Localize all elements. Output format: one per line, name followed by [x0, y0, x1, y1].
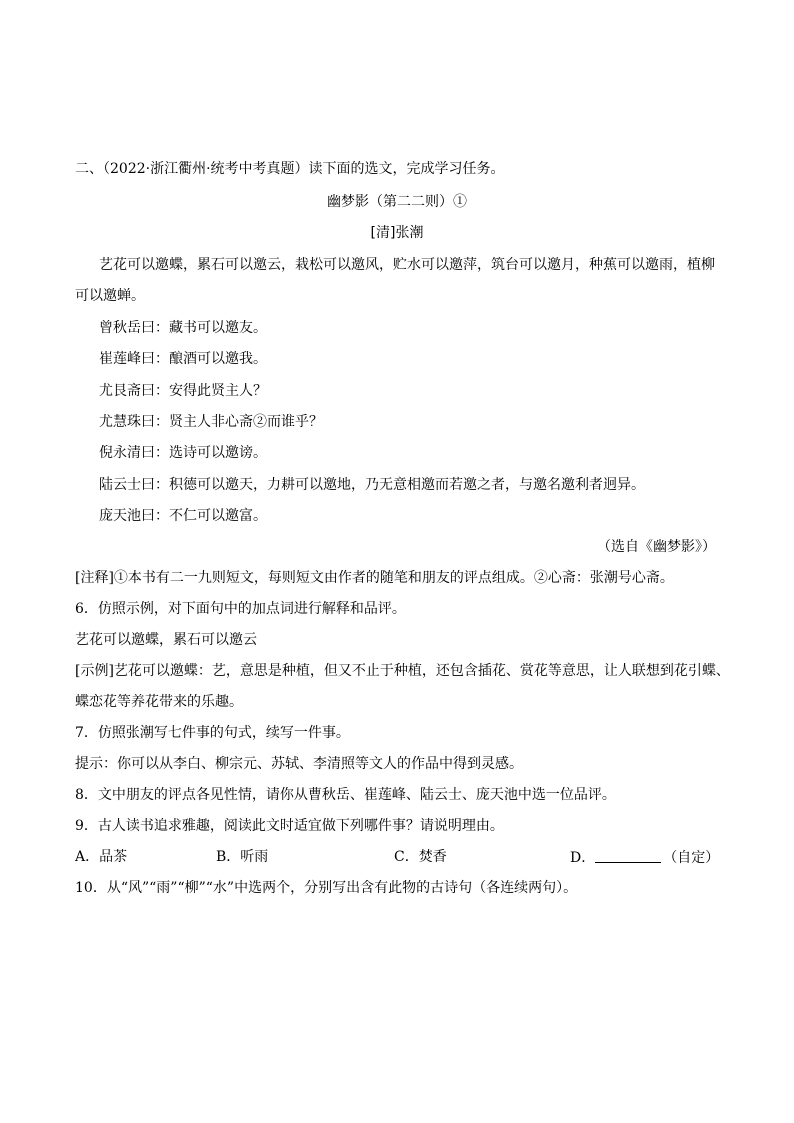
comment-line: 陆云士曰：积德可以邀天，力耕可以邀地，乃无意相邀而若邀之者，与邀名邀利者迥异。 — [99, 477, 645, 493]
passage-paragraph-line-2: 可以邀蝉。 — [75, 288, 145, 304]
comment-line: 庞天池曰：不仁可以邀富。 — [99, 508, 267, 524]
question-7-hint: 提示：你可以从李白、柳宗元、苏轼、李清照等文人的作品中得到灵感。 — [75, 756, 523, 772]
annotation-note: [注释]①本书有二一九则短文，每则短文由作者的随笔和朋友的评点组成。②心斋：张潮号心斋。 — [75, 570, 674, 586]
question-6-sentence: 艺花可以邀蝶，累石可以邀云 — [75, 632, 257, 648]
option-d-label: D． — [570, 850, 596, 866]
option-c: C．焚香 — [394, 849, 447, 865]
section-header: 二、（2022·浙江衢州·统考中考真题）读下面的选文，完成学习任务。 — [75, 161, 505, 177]
passage-paragraph-line-1: 艺花可以邀蝶，累石可以邀云，栽松可以邀风，贮水可以邀萍，筑台可以邀月，种蕉可以邀雨，植柳 — [99, 257, 715, 273]
question-9-prompt: 9．古人读书追求雅趣，阅读此文时适宜做下列哪件事？请说明理由。 — [75, 818, 504, 834]
option-b: B．听雨 — [216, 849, 269, 865]
comment-line: 尤艮斋曰：安得此贤主人？ — [99, 383, 267, 399]
option-d-blank — [595, 850, 661, 863]
comment-line: 曾秋岳曰：藏书可以邀友。 — [99, 320, 267, 336]
passage-source: （选自《幽梦影》） — [597, 539, 716, 555]
question-6-example-line-1: [示例]艺花可以邀蝶：艺，意思是种植，但又不止于种植，还包含插花、赏花等意思，让人联想到花引蝶、 — [75, 663, 730, 679]
question-6-prompt: 6．仿照示例，对下面句中的加点词进行解释和品评。 — [75, 601, 406, 617]
comment-line: 崔莲峰曰：酿酒可以邀我。 — [99, 351, 267, 367]
question-9-options — [75, 850, 725, 866]
comment-line: 倪永清曰：选诗可以邀谤。 — [99, 445, 267, 461]
question-6-example-line-2: 蝶恋花等养花带来的乐趣。 — [75, 694, 243, 710]
passage-title: 幽梦影（第二二则）① — [327, 194, 467, 210]
option-d — [570, 850, 719, 865]
question-7-prompt: 7．仿照张潮写七件事的句式，续写一件事。 — [75, 725, 350, 741]
comment-line: 尤慧珠曰：贤主人非心斋②而谁乎？ — [99, 414, 323, 430]
option-a: A．品茶 — [75, 849, 128, 865]
question-8-prompt: 8．文中朋友的评点各见性情，请你从曹秋岳、崔莲峰、陆云士、庞天池中选一位品评。 — [75, 787, 616, 803]
passage-author: [清]张潮 — [370, 225, 424, 241]
option-d-suffix: （自定） — [663, 850, 720, 866]
question-10-prompt: 10．从“风”“雨”“柳”“水”中选两个，分别写出含有此物的古诗句（各连续两句）。 — [75, 880, 578, 896]
